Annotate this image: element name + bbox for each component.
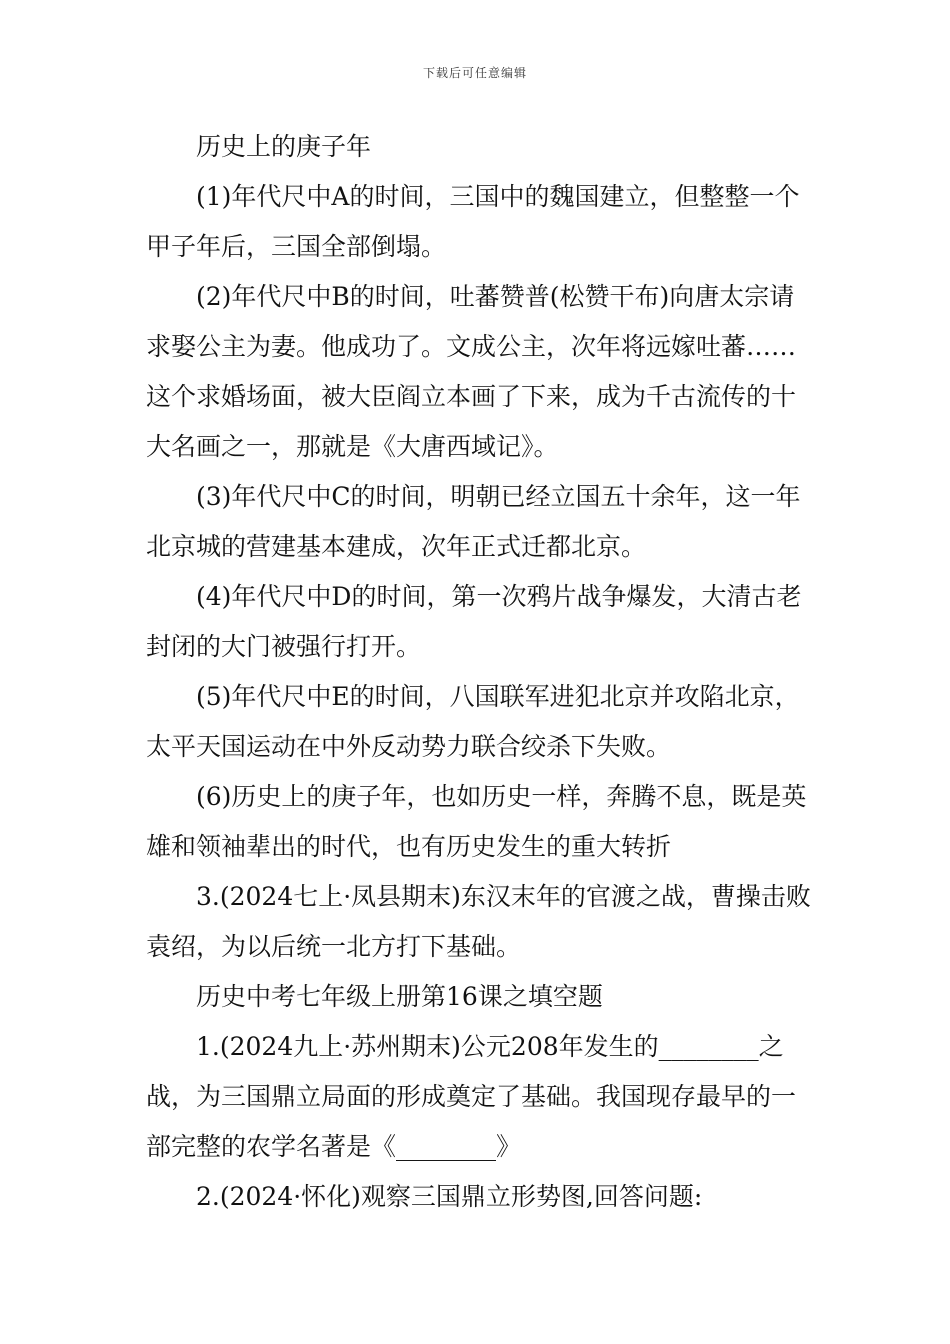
paragraph-item-4: (4)年代尺中D的时间，第一次鸦片战争爆发，大清古老封闭的大门被强行打开。 <box>146 582 802 661</box>
header-note: 下载后可任意编辑 <box>422 66 527 80</box>
paragraph-item-3: (3)年代尺中C的时间，明朝已经立国五十余年，这一年北京城的营建基本建成，次年正式迁都北京。 <box>146 482 801 561</box>
paragraph-item-6: (6)历史上的庚子年，也如历史一样，奔腾不息，既是英雄和领袖辈出的时代，也有历史发生的重大转折 <box>146 782 807 861</box>
paragraph-item-1: (1)年代尺中A的时间，三国中的魏国建立，但整整一个甲子年后，三国全部倒塌。 <box>146 182 800 261</box>
fill-blank-heading: 历史中考七年级上册第16课之填空题 <box>196 982 603 1011</box>
paragraph-item-5: (5)年代尺中E的时间，八国联军进犯北京并攻陷北京，太平天国运动在中外反动势力联合绞杀下失败。 <box>146 682 800 761</box>
question-fill-2: 2.(2024·怀化)观察三国鼎立形势图,回答问题: <box>196 1182 703 1211</box>
question-fill-1: 1.(2024九上·苏州期末)公元208年发生的________之战，为三国鼎立局面的形成奠定了基础。我国现存最早的一部完整的农学名著是《________》 <box>146 1032 797 1161</box>
document-body <box>146 122 818 1222</box>
paragraph-item-2: (2)年代尺中B的时间，吐蕃赞普(松赞干布)向唐太宗请求娶公主为妻。他成功了。文成公主，次年将远嫁吐蕃……这个求婚场面，被大臣阎立本画了下来，成为千古流传的十大名画之一，那就是《大唐西域记》。 <box>146 282 797 461</box>
section-title: 历史上的庚子年 <box>196 132 372 161</box>
question-3: 3.(2024七上·凤县期末)东汉末年的官渡之战，曹操击败袁绍，为以后统一北方打下基础。 <box>146 882 811 961</box>
